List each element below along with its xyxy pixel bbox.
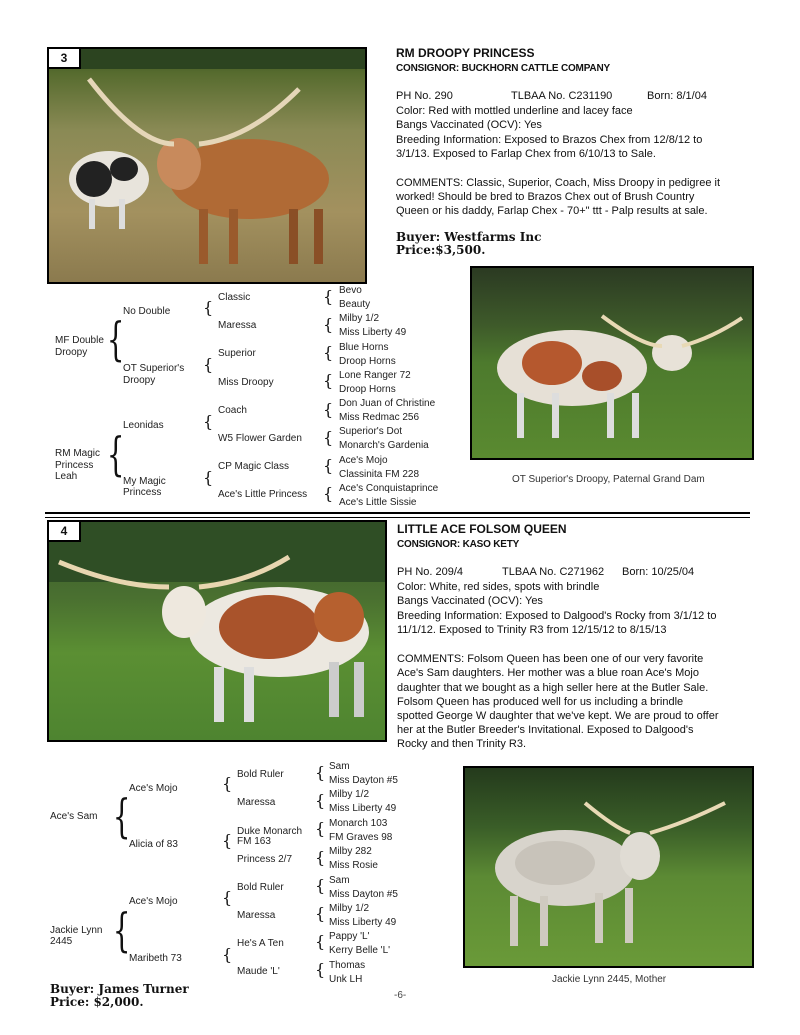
lot4-ped-gg: Miss Liberty 49: [329, 803, 397, 814]
lot3-ped-brace: {: [323, 343, 334, 362]
lot4-ped-dgg: Sam: [329, 875, 350, 886]
lot4-ped-dam-line1: Jackie Lynn: [50, 925, 103, 936]
lot3-comments-2: worked! Should be bred to Brazos Chex out of Brush Country: [396, 191, 695, 203]
lot4-main-photo: [47, 520, 387, 742]
lot4-comments-line: Ace's Sam daughters. Her mother was a blue roan Ace's Mojo: [397, 667, 699, 679]
lot4-ped-g1: Bold Ruler: [237, 769, 284, 780]
lot3-ped-dam-line3: Leah: [55, 471, 78, 482]
lot4-ped-brace: {: [315, 904, 326, 923]
lot4-ped-dgg: Pappy 'L': [329, 931, 370, 942]
lot3-buyer: Buyer: Westfarms Inc: [396, 230, 542, 244]
lot4-comments-line: COMMENTS: Folsom Queen has been one of our very favorite: [397, 653, 704, 665]
section-divider: [45, 512, 750, 514]
lot4-buyer: Buyer: James Turner: [50, 982, 189, 996]
lot4-color: Color: White, red sides, spots with brindle: [397, 581, 600, 593]
lot4-ped-brace: {: [315, 876, 326, 895]
lot4-ped-gg: Milby 1/2: [329, 789, 370, 800]
lot4-ped-brace: {: [315, 848, 326, 867]
lot4-ped-dgg: Miss Dayton #5: [329, 889, 398, 900]
lot3-ped-dgg: Classinita FM 228: [339, 469, 420, 480]
lot4-ped-d1: Ace's Mojo: [129, 896, 178, 907]
lot3-ped-gg: Miss Liberty 49: [339, 327, 407, 338]
lot3-ped-brace: {: [106, 427, 125, 481]
lot4-ped-brace: {: [112, 903, 131, 957]
lot4-ped-dgg: Kerry Belle 'L': [329, 945, 391, 956]
lot3-ped-dgg: Ace's Little Sissie: [339, 497, 417, 508]
lot3-ped-brace: {: [323, 428, 334, 447]
lot4-mother-photo: [463, 766, 754, 968]
lot3-ped-brace: {: [203, 412, 214, 431]
lot3-ped-brace: {: [323, 315, 334, 334]
lot3-cattle-illustration: [49, 49, 365, 282]
lot3-tlbaa: TLBAA No. C231190: [511, 90, 613, 102]
lot4-ped-dam-line2: 2445: [50, 936, 73, 947]
lot3-comments-3: Queen or his daddy, Farlap Chex - 70+" ttt - Palp results at sale.: [396, 205, 708, 217]
lot4-ped-brace: {: [315, 932, 326, 951]
lot3-ped-dgg: Don Juan of Christine: [339, 398, 436, 409]
lot3-ped-gg: Blue Horns: [339, 342, 389, 353]
lot3-ph: PH No. 290: [396, 90, 453, 102]
lot4-ped-g2: Maressa: [237, 797, 276, 808]
lot4-ped-brace: {: [222, 774, 233, 793]
lot3-ped-brace: {: [323, 484, 334, 503]
lot4-ped-p1: Ace's Mojo: [129, 783, 178, 794]
lot3-ped-dg1: Coach: [218, 405, 247, 416]
lot4-ped-brace: {: [315, 763, 326, 782]
lot4-ped-dgg: Miss Liberty 49: [329, 917, 397, 928]
lot4-consignor: CONSIGNOR: KASO KETY: [397, 539, 520, 550]
lot3-ped-d2-line1: My Magic: [123, 476, 166, 487]
lot3-ped-p1: No Double: [123, 306, 171, 317]
lot4-ped-dg2: Maressa: [237, 910, 276, 921]
lot3-consignor: CONSIGNOR: BUCKHORN CATTLE COMPANY: [396, 63, 610, 74]
lot3-ped-gg: Droop Horns: [339, 384, 396, 395]
lot4-cattle-illustration: [49, 522, 385, 740]
lot4-breeding-2: 11/1/12. Exposed to Trinity R3 from 12/15/12 to 8/15/13: [397, 624, 667, 636]
lot4-comments-line: Rocky and then Trinity R3.: [397, 738, 527, 750]
lot3-ped-brace: {: [323, 400, 334, 419]
lot4-ped-gg: Miss Rosie: [329, 860, 378, 871]
lot4-ped-dg1: Bold Ruler: [237, 882, 284, 893]
lot4-breeding-1: Breeding Information: Exposed to Dalgood's Rocky from 3/1/12 to: [397, 610, 717, 622]
lot3-ped-gg: Droop Horns: [339, 356, 396, 367]
lot3-ped-brace: {: [323, 287, 334, 306]
lot4-ped-gg: FM Graves 98: [329, 832, 393, 843]
lot4-ped-dgg: Unk LH: [329, 974, 363, 985]
lot4-tlbaa: TLBAA No. C271962: [502, 566, 605, 578]
lot4-ped-g3-line2: FM 163: [237, 836, 271, 847]
lot3-ped-sire-line2: Droopy: [55, 347, 88, 358]
lot3-ped-dg4: Ace's Little Princess: [218, 489, 308, 500]
lot3-ped-brace: {: [203, 355, 214, 374]
lot3-photo-caption: OT Superior's Droopy, Paternal Grand Dam: [512, 474, 705, 485]
lot4-ped-dg4: Maude 'L': [237, 966, 280, 977]
lot3-ped-gg: Lone Ranger 72: [339, 370, 411, 381]
lot3-ped-d1: Leonidas: [123, 420, 164, 431]
lot3-grand-dam-illustration: [472, 268, 752, 458]
lot3-ped-dgg: Miss Redmac 256: [339, 412, 420, 423]
lot3-ped-g4: Miss Droopy: [218, 377, 274, 388]
lot3-ped-p2-line2: Droopy: [123, 375, 156, 386]
lot4-ped-brace: {: [112, 789, 131, 843]
lot3-ped-brace: {: [203, 298, 214, 317]
lot4-ped-d2: Maribeth 73: [129, 953, 182, 964]
lot3-grand-dam-photo: [470, 266, 754, 460]
lot4-ped-brace: {: [222, 945, 233, 964]
lot4-ped-brace: {: [222, 831, 233, 850]
lot3-title: RM DROOPY PRINCESS: [396, 46, 535, 60]
lot4-mother-illustration: [465, 768, 752, 966]
lot3-ped-dgg: Superior's Dot: [339, 426, 403, 437]
lot3-ped-brace: {: [106, 312, 125, 366]
lot3-main-photo: [47, 47, 367, 284]
lot4-price: Price: $2,000.: [50, 995, 144, 1009]
lot4-ped-dg3: He's A Ten: [237, 938, 284, 949]
lot4-photo-caption: Jackie Lynn 2445, Mother: [552, 974, 667, 985]
lot3-ped-g3: Superior: [218, 348, 256, 359]
lot4-ped-g3-line1: Duke Monarch: [237, 826, 303, 837]
lot4-comments-line: Folsom Queen has produced well for us including a brindle: [397, 696, 684, 708]
lot4-born: Born: 10/25/04: [622, 566, 695, 578]
lot4-ped-g4: Princess 2/7: [237, 854, 293, 865]
lot4-ped-p2: Alicia of 83: [129, 839, 178, 850]
lot4-ped-gg: Sam: [329, 761, 350, 772]
section-divider: [45, 517, 750, 518]
lot4-ped-gg: Monarch 103: [329, 818, 388, 829]
lot3-ped-gg: Beauty: [339, 299, 371, 310]
lot4-title: LITTLE ACE FOLSOM QUEEN: [397, 522, 567, 536]
lot4-comments-line: spotted George W daughter that we've kept. We are proud to offer: [397, 710, 719, 722]
lot4-ped-dgg: Milby 1/2: [329, 903, 370, 914]
lot3-ped-gg: Milby 1/2: [339, 313, 380, 324]
lot4-bangs: Bangs Vaccinated (OCV): Yes: [397, 595, 543, 607]
lot3-ped-d2-line2: Princess: [123, 487, 162, 498]
lot4-ped-gg: Miss Dayton #5: [329, 775, 398, 786]
lot3-ped-dam-line1: RM Magic: [55, 448, 101, 459]
lot3-ped-p2-line1: OT Superior's: [123, 363, 185, 374]
lot4-number: 4: [49, 522, 81, 542]
lot4-comments-line: daughter that we bought as a high seller here at the Butler Sale.: [397, 682, 709, 694]
lot3-ped-brace: {: [203, 468, 214, 487]
lot3-bangs: Bangs Vaccinated (OCV): Yes: [396, 119, 542, 131]
lot4-ped-brace: {: [315, 819, 326, 838]
lot3-ped-dgg: Ace's Conquistaprince: [339, 483, 439, 494]
lot3-ped-g2: Maressa: [218, 320, 257, 331]
lot3-breeding-1: Breeding Information: Exposed to Brazos Chex from 12/8/12 to: [396, 134, 703, 146]
lot3-ped-gg: Bevo: [339, 285, 362, 296]
lot3-born: Born: 8/1/04: [647, 90, 707, 102]
lot3-ped-sire-line1: MF Double: [55, 335, 104, 346]
lot3-color: Color: Red with mottled underline and lacey face: [396, 105, 633, 117]
lot3-ped-dgg: Ace's Mojo: [339, 455, 388, 466]
lot3-ped-dgg: Monarch's Gardenia: [339, 440, 429, 451]
lot3-ped-dam-line2: Princess: [55, 460, 94, 471]
lot3-comments-1: COMMENTS: Classic, Superior, Coach, Miss Droopy in pedigree it: [396, 177, 720, 189]
lot4-ped-sire: Ace's Sam: [50, 811, 98, 822]
lot4-comments-line: her at the Butler Breeder's Invitational. Exposed to Dalgood's: [397, 724, 694, 736]
page-number: -6-: [394, 990, 407, 1001]
lot3-ped-brace: {: [323, 371, 334, 390]
lot3-ped-dg3: CP Magic Class: [218, 461, 289, 472]
lot3-number: 3: [49, 49, 81, 69]
lot4-ped-dgg: Thomas: [329, 960, 366, 971]
lot3-ped-brace: {: [323, 456, 334, 475]
lot4-ph: PH No. 209/4: [397, 566, 464, 578]
lot3-ped-dg2: W5 Flower Garden: [218, 433, 302, 444]
lot3-price: Price:$3,500.: [396, 243, 486, 257]
lot4-ped-brace: {: [315, 791, 326, 810]
lot4-ped-brace: {: [315, 960, 326, 979]
lot4-ped-gg: Milby 282: [329, 846, 372, 857]
lot4-ped-brace: {: [222, 888, 233, 907]
lot3-ped-g1: Classic: [218, 292, 251, 303]
lot3-breeding-2: 3/1/13. Exposed to Farlap Chex from 6/10/13 to Sale.: [396, 148, 656, 160]
